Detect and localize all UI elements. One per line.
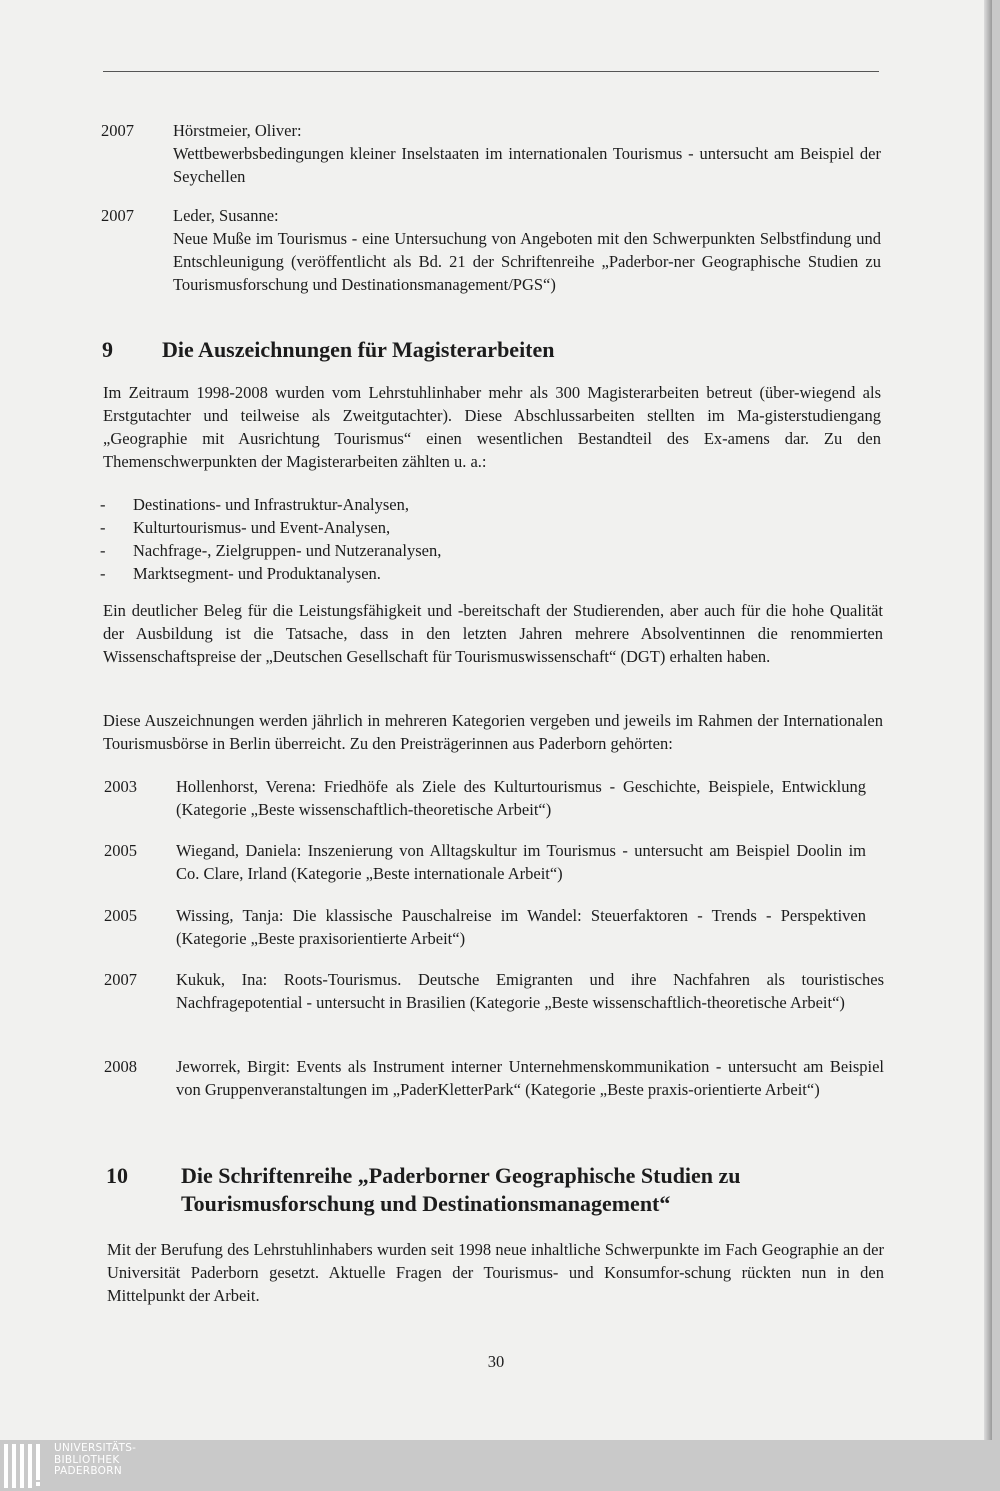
library-logo-icon xyxy=(4,1444,48,1488)
section9-paragraph-2: Ein deutlicher Beleg für die Leistungsfähigkeit und -bereitschaft der Studierenden, aber auch für die hohe Qualität der Ausbildung ist die Tatsache, dass in den letzten Jahren mehrere Absolventinnen die renommierten Wissenschaftspreise der „Deutschen Gesellschaft für Tourismuswissenschaft“ (DGT) erhalten haben. xyxy=(103,601,883,666)
entry-text xyxy=(173,119,881,188)
list-item xyxy=(100,562,441,585)
entry-title: Neue Muße im Tourismus - eine Untersuchung von Angeboten mit den Schwerpunkten Selbstfindung und Entschleunigung (veröffentlicht als Bd. 21 der Schriftenreihe „Paderbor-ner Geographische Studien zu Tourismusforschung und Destinationsmanagement/PGS“) xyxy=(173,229,881,294)
section-title-line-1: Die Schriftenreihe „Paderborner Geographische Studien zu xyxy=(181,1163,741,1188)
list-bullet: - xyxy=(100,564,106,583)
award-text: Hollenhorst, Verena: Friedhöfe als Ziele des Kulturtourismus - Geschichte, Beispiele, Entwicklung (Kategorie „Beste wissenschaftlich-theoretische Arbeit“) xyxy=(176,777,866,819)
list-item xyxy=(100,539,441,562)
section-number: 10 xyxy=(106,1163,128,1188)
entry-author: Hörstmeier, Oliver: xyxy=(173,121,302,140)
section-title: Die Auszeichnungen für Magisterarbeiten xyxy=(162,337,555,362)
award-entry xyxy=(104,1055,884,1125)
list-item-text: Marktsegment- und Produktanalysen. xyxy=(133,564,381,583)
logo-line-3: PADERBORN xyxy=(54,1465,122,1477)
logo-line-2: BIBLIOTHEK xyxy=(54,1453,120,1466)
award-text: Kukuk, Ina: Roots-Tourismus. Deutsche Emigranten und ihre Nachfahren als touristisches Nachfragepotential - untersucht in Brasilien (Kategorie „Beste wissenschaftlich-theoretische Arbeit“) xyxy=(176,970,884,1012)
entry-year: 2007 xyxy=(101,121,134,140)
award-entry xyxy=(104,968,884,1038)
section-title-line-2: Tourismusforschung und Destinationsmanagement“ xyxy=(181,1191,671,1216)
thesis-entry xyxy=(101,119,891,189)
section-number: 9 xyxy=(102,337,113,362)
section9-paragraph-3: Diese Auszeichnungen werden jährlich in mehreren Kategorien vergeben und jeweils im Rahmen der Internationalen Tourismusbörse in Berlin überreicht. Zu den Preisträgerinnen aus Paderborn gehörten: xyxy=(103,711,883,753)
award-year: 2003 xyxy=(104,777,137,796)
list-item-text: Destinations- und Infrastruktur-Analysen, xyxy=(133,495,409,514)
award-entry xyxy=(104,839,884,887)
section9-intro: Im Zeitraum 1998-2008 wurden vom Lehrstuhlinhaber mehr als 300 Magisterarbeiten betreut (über-wiegend als Erstgutachter und teilweise als Zweitgutachter). Diese Abschlussarbeiten stellten im Ma-gisterstudiengang „Geographie mit Ausrichtung Tourismus“ einen wesentlichen Bestandteil des Ex-amens dar. Zu den Themenschwerpunkten der Magisterarbeiten zählten u. a.: xyxy=(103,383,881,471)
award-entry xyxy=(104,904,884,952)
list-item-text: Nachfrage-, Zielgruppen- und Nutzeranalysen, xyxy=(133,541,442,560)
section-heading-9 xyxy=(102,336,892,366)
entry-year: 2007 xyxy=(101,206,134,225)
award-year: 2007 xyxy=(104,970,137,989)
list-bullet: - xyxy=(100,541,106,560)
section-title xyxy=(181,1162,741,1218)
thesis-entry xyxy=(101,204,891,299)
award-entry xyxy=(104,775,884,823)
award-year: 2008 xyxy=(104,1057,137,1076)
entry-text xyxy=(173,204,881,296)
award-text: Wiegand, Daniela: Inszenierung von Alltagskultur im Tourismus - untersucht am Beispiel Doolin im Co. Clare, Irland (Kategorie „Beste internationale Arbeit“) xyxy=(176,841,866,883)
section10-intro: Mit der Berufung des Lehrstuhlinhabers wurden seit 1998 neue inhaltliche Schwerpunkte im Fach Geographie an der Universität Paderborn gesetzt. Aktuelle Fragen der Tourismus- und Konsumfor-schung rückten nun in den Mittelpunkt der Arbeit. xyxy=(107,1240,884,1305)
list-item xyxy=(100,493,441,516)
page-edge-shadow xyxy=(984,0,992,1440)
list-item xyxy=(100,516,441,539)
award-year: 2005 xyxy=(104,906,137,925)
entry-author: Leder, Susanne: xyxy=(173,206,279,225)
list-bullet: - xyxy=(100,518,106,537)
library-logo-text xyxy=(54,1443,136,1478)
award-year: 2005 xyxy=(104,841,137,860)
page-number: 30 xyxy=(487,1352,505,1371)
list-bullet: - xyxy=(100,495,106,514)
logo-line-1: UNIVERSITÄTS- xyxy=(54,1442,137,1454)
library-footer xyxy=(0,1440,1000,1491)
topic-list xyxy=(100,493,441,585)
award-text: Jeworrek, Birgit: Events als Instrument interner Unternehmenskommunikation - untersucht am Beispiel von Gruppenveranstaltungen im „PaderKletterPark“ (Kategorie „Beste praxis-orientierte Arbeit“) xyxy=(176,1057,884,1099)
section-heading-10 xyxy=(106,1162,896,1222)
entry-title: Wettbewerbsbedingungen kleiner Inselstaaten im internationalen Tourismus - untersucht am Beispiel der Seychellen xyxy=(173,144,881,186)
header-rule xyxy=(103,71,879,72)
list-item-text: Kulturtourismus- und Event-Analysen, xyxy=(133,518,391,537)
award-text: Wissing, Tanja: Die klassische Pauschalreise im Wandel: Steuerfaktoren - Trends - Perspektiven (Kategorie „Beste praxisorientierte Arbeit“) xyxy=(176,906,866,948)
